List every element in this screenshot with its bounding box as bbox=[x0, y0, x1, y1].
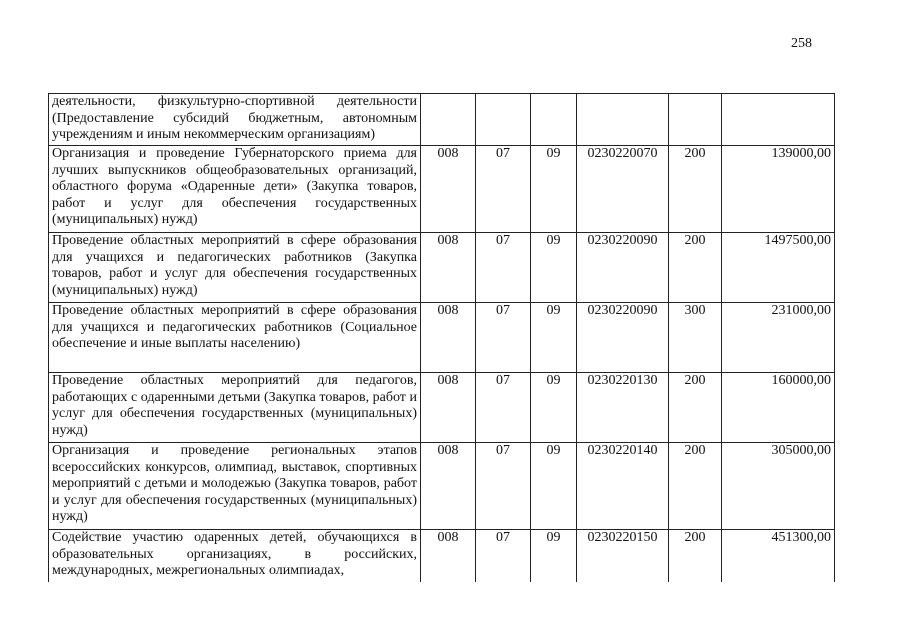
ministry-code: 008 bbox=[421, 233, 476, 303]
amount: 231000,00 bbox=[722, 303, 835, 373]
ministry-code: 008 bbox=[421, 303, 476, 373]
subsection-code: 09 bbox=[531, 530, 577, 582]
ministry-code: 008 bbox=[421, 146, 476, 233]
target-article-code: 0230220130 bbox=[577, 373, 669, 443]
subsection-code: 09 bbox=[531, 303, 577, 373]
expense-type-code: 200 bbox=[669, 530, 722, 582]
row-description: Организация и проведение Губернаторского приема для лучших выпускников общеобразовательных организаций, областного форума «Одаренные дети» (Закупка товаров, работ и услуг для обеспечения государственных (муниципальных) нужд) bbox=[49, 146, 421, 233]
table-row bbox=[49, 373, 835, 443]
ministry-code: 008 bbox=[421, 530, 476, 582]
table-row bbox=[49, 530, 835, 582]
section-code bbox=[476, 94, 531, 146]
row-description: Проведение областных мероприятий в сфере образования для учащихся и педагогических работников (Социальное обеспечение и иные выплаты населению) bbox=[49, 303, 421, 373]
ministry-code: 008 bbox=[421, 373, 476, 443]
table-row bbox=[49, 233, 835, 303]
section-code: 07 bbox=[476, 373, 531, 443]
target-article-code: 0230220150 bbox=[577, 530, 669, 582]
amount: 451300,00 bbox=[722, 530, 835, 582]
subsection-code: 09 bbox=[531, 233, 577, 303]
row-description: Проведение областных мероприятий в сфере образования для учащихся и педагогических работников (Закупка товаров, работ и услуг для обеспечения государственных (муниципальных) нужд) bbox=[49, 233, 421, 303]
expense-type-code: 200 bbox=[669, 233, 722, 303]
target-article-code: 0230220070 bbox=[577, 146, 669, 233]
expense-type-code: 200 bbox=[669, 373, 722, 443]
ministry-code: 008 bbox=[421, 443, 476, 530]
amount: 160000,00 bbox=[722, 373, 835, 443]
section-code: 07 bbox=[476, 530, 531, 582]
page-number: 258 bbox=[791, 36, 812, 51]
section-code: 07 bbox=[476, 443, 531, 530]
table-row bbox=[49, 443, 835, 530]
row-description: деятельности, физкультурно-спортивной деятельности (Предоставление субсидий бюджетным, автономным учреждениям и иным некоммерческим организациям) bbox=[49, 94, 421, 146]
amount: 139000,00 bbox=[722, 146, 835, 233]
target-article-code: 0230220140 bbox=[577, 443, 669, 530]
amount: 1497500,00 bbox=[722, 233, 835, 303]
target-article-code: 0230220090 bbox=[577, 303, 669, 373]
subsection-code: 09 bbox=[531, 146, 577, 233]
section-code: 07 bbox=[476, 146, 531, 233]
expense-type-code bbox=[669, 94, 722, 146]
row-description: Проведение областных мероприятий для педагогов, работающих с одаренными детьми (Закупка товаров, работ и услуг для обеспечения государственных (муниципальных) нужд) bbox=[49, 373, 421, 443]
row-description: Организация и проведение региональных этапов всероссийских конкурсов, олимпиад, выставок, спортивных мероприятий с детьми и молодежью (Закупка товаров, работ и услуг для обеспечения государственных (муниципальных) нужд) bbox=[49, 443, 421, 530]
target-article-code: 0230220090 bbox=[577, 233, 669, 303]
expense-type-code: 200 bbox=[669, 443, 722, 530]
amount: 305000,00 bbox=[722, 443, 835, 530]
row-description: Содействие участию одаренных детей, обучающихся в образовательных организациях, в российских, международных, межрегиональных олимпиадах, bbox=[49, 530, 421, 582]
expense-type-code: 200 bbox=[669, 146, 722, 233]
budget-table bbox=[48, 93, 835, 582]
target-article-code bbox=[577, 94, 669, 146]
subsection-code: 09 bbox=[531, 443, 577, 530]
subsection-code bbox=[531, 94, 577, 146]
subsection-code: 09 bbox=[531, 373, 577, 443]
table-row bbox=[49, 146, 835, 233]
ministry-code bbox=[421, 94, 476, 146]
amount bbox=[722, 94, 835, 146]
section-code: 07 bbox=[476, 303, 531, 373]
table-row bbox=[49, 94, 835, 146]
section-code: 07 bbox=[476, 233, 531, 303]
expense-type-code: 300 bbox=[669, 303, 722, 373]
table-row bbox=[49, 303, 835, 373]
